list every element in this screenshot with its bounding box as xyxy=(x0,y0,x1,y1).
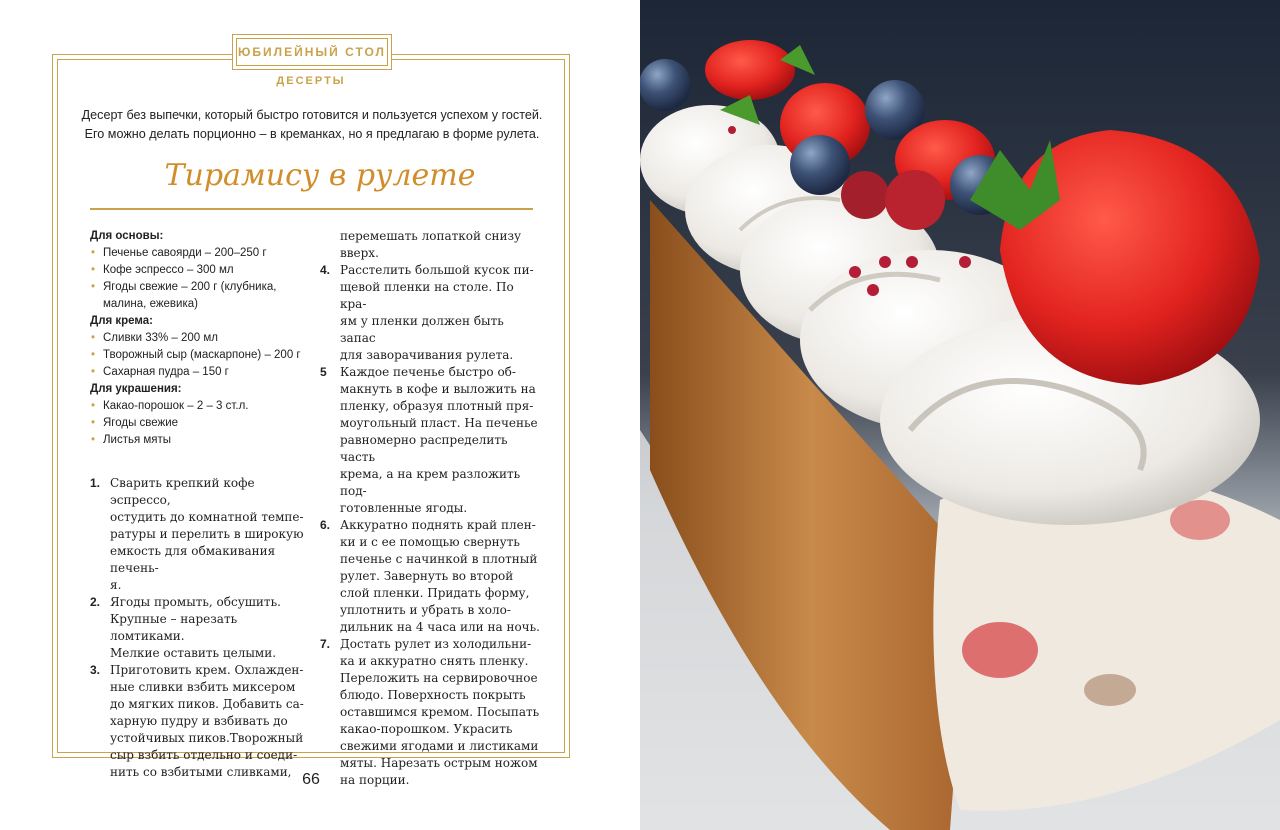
ingredient-text: Ягоды свежие xyxy=(103,417,179,429)
step-line: Приготовить крем. Охлажден- xyxy=(110,663,304,677)
recipe-step xyxy=(320,636,540,789)
step-line: я. xyxy=(110,578,122,592)
dessert-photo xyxy=(640,0,1280,830)
bullet-icon: • xyxy=(91,247,96,259)
step-number: 1. xyxy=(90,476,101,490)
step-line: ка и аккуратно снять пленку. xyxy=(340,654,529,668)
step-line: крема, а на крем разложить под- xyxy=(340,467,521,498)
ingredients-decor-heading: Для украшения: xyxy=(90,383,182,395)
bullet-icon: • xyxy=(91,366,96,378)
intro-line: Его можно делать порционно – в креманках, но я предлагаю в форме рулета. xyxy=(84,127,540,141)
step-line: нить со взбитыми сливками, xyxy=(110,765,292,779)
ingredient-text: Ягоды свежие – 200 г (клубника, xyxy=(103,281,277,293)
step-line: рулет. Завернуть во второй xyxy=(340,569,514,583)
step-line: Аккуратно поднять край плен- xyxy=(340,518,536,532)
step-line: мяты. Нарезать острым ножом xyxy=(340,756,538,770)
ingredient-item xyxy=(90,330,315,347)
recipe-step xyxy=(320,262,540,364)
steps-left xyxy=(90,475,315,781)
step-line: ратуры и перелить в широкую xyxy=(110,527,304,541)
page-number: 66 xyxy=(302,771,320,788)
ingredient-item xyxy=(90,364,315,381)
step-line: перемешать лопаткой снизу xyxy=(340,229,522,243)
step-line: Переложить на сервировочное xyxy=(340,671,538,685)
step-line: щевой пленки на столе. По кра- xyxy=(340,280,514,311)
ingredient-item-continued xyxy=(90,296,315,313)
step-line: харную пудру и взбивать до xyxy=(110,714,288,728)
step-line: ки и с ее помощью свернуть xyxy=(340,535,520,549)
ingredients-base-heading: Для основы: xyxy=(90,230,164,242)
recipe-step xyxy=(90,475,315,594)
recipe-step xyxy=(320,517,540,636)
step-number: 3. xyxy=(90,663,101,677)
step-line: Каждое печенье быстро об- xyxy=(340,365,516,379)
step-line: Сварить крепкий кофе эспрессо, xyxy=(110,476,255,507)
step-line: емкость для обмакивания печень- xyxy=(110,544,276,575)
step-line: сыр взбить отдельно и соеди- xyxy=(110,748,298,762)
step-line: Крупные – нарезать ломтиками. xyxy=(110,612,238,643)
ingredient-item xyxy=(90,415,315,432)
step-number: 5 xyxy=(320,365,327,379)
chapter-label: ДЕСЕРТЫ xyxy=(276,75,346,87)
recipe-step xyxy=(90,662,315,781)
step-line: на порции. xyxy=(340,773,410,787)
step-line: Ягоды промыть, обсушить. xyxy=(110,595,281,609)
step-line: остудить до комнатной темпе- xyxy=(110,510,304,524)
ingredient-item xyxy=(90,279,315,296)
step-line: Мелкие оставить целыми. xyxy=(110,646,277,660)
recipe-title: Тирамису в рулете xyxy=(164,158,476,193)
step-line: вверх. xyxy=(340,246,379,260)
step-line: слой пленки. Придать форму, xyxy=(340,586,530,600)
bullet-icon: • xyxy=(91,349,96,361)
ingredient-text: Кофе эспрессо – 300 мл xyxy=(103,264,234,276)
ingredient-text: Творожный сыр (маскарпоне) – 200 г xyxy=(103,349,301,361)
intro-line: Десерт без выпечки, который быстро готовится и пользуется успехом у гостей. xyxy=(81,108,543,122)
ingredient-text: Листья мяты xyxy=(103,434,172,446)
step-number: 6. xyxy=(320,518,331,532)
recipe-step xyxy=(320,364,540,517)
step-line: устойчивых пиков.Творожный xyxy=(110,731,304,745)
bullet-icon: • xyxy=(91,332,96,344)
step-line: готовленные ягоды. xyxy=(340,501,468,515)
ingredient-item xyxy=(90,262,315,279)
step-line: моугольный пласт. На печенье xyxy=(340,416,538,430)
left-column xyxy=(90,228,315,781)
ingredient-item xyxy=(90,347,315,364)
ingredients-cream-heading: Для крема: xyxy=(90,315,154,327)
ingredient-item xyxy=(90,432,315,449)
bullet-icon: • xyxy=(91,281,96,293)
step-line: Расстелить большой кусок пи- xyxy=(340,263,534,277)
bullet-icon: • xyxy=(91,264,96,276)
step-line: макнуть в кофе и выложить на xyxy=(340,382,536,396)
step-number: 4. xyxy=(320,263,331,277)
step-line: печенье с начинкой в плотный xyxy=(340,552,538,566)
tiramisu-roll-image xyxy=(640,0,1280,830)
book-section-label: ЮБИЛЕЙНЫЙ СТОЛ xyxy=(236,38,388,66)
bullet-icon: • xyxy=(91,434,96,446)
ingredient-text: Какао-порошок – 2 – 3 ст.л. xyxy=(103,400,249,412)
ingredient-text: Сливки 33% – 200 мл xyxy=(103,332,218,344)
step-line: блюдо. Поверхность покрыть xyxy=(340,688,526,702)
ingredient-text: Сахарная пудра – 150 г xyxy=(103,366,229,378)
book-section-box xyxy=(232,34,392,70)
intro-text xyxy=(62,106,562,144)
step-line: оставшимся кремом. Посыпать xyxy=(340,705,540,719)
ingredient-text: малина, ежевика) xyxy=(103,298,198,310)
ingredient-item xyxy=(90,398,315,415)
step-line: до мягких пиков. Добавить са- xyxy=(110,697,304,711)
step-number: 7. xyxy=(320,637,331,651)
step-line: уплотнить и убрать в холо- xyxy=(340,603,511,617)
step-line: ные сливки взбить миксером xyxy=(110,680,296,694)
step-line: ям у пленки должен быть запас xyxy=(340,314,504,345)
step-number: 2. xyxy=(90,595,101,609)
step-line: для заворачивания рулета. xyxy=(340,348,514,362)
recipe-step xyxy=(90,594,315,662)
step-line: Достать рулет из холодильни- xyxy=(340,637,532,651)
ingredient-item xyxy=(90,245,315,262)
step-line: свежими ягодами и листиками xyxy=(340,739,539,753)
bullet-icon: • xyxy=(91,400,96,412)
right-column xyxy=(320,228,540,789)
title-divider xyxy=(90,208,533,210)
ingredient-text: Печенье савоярди – 200–250 г xyxy=(103,247,267,259)
step-line: какао-порошком. Украсить xyxy=(340,722,513,736)
step-line: дильник на 4 часа или на ночь. xyxy=(340,620,540,634)
recipe-step xyxy=(320,228,540,262)
step-line: пленку, образуя плотный пря- xyxy=(340,399,534,413)
bullet-icon: • xyxy=(91,417,96,429)
step-line: равномерно распределить часть xyxy=(340,433,508,464)
